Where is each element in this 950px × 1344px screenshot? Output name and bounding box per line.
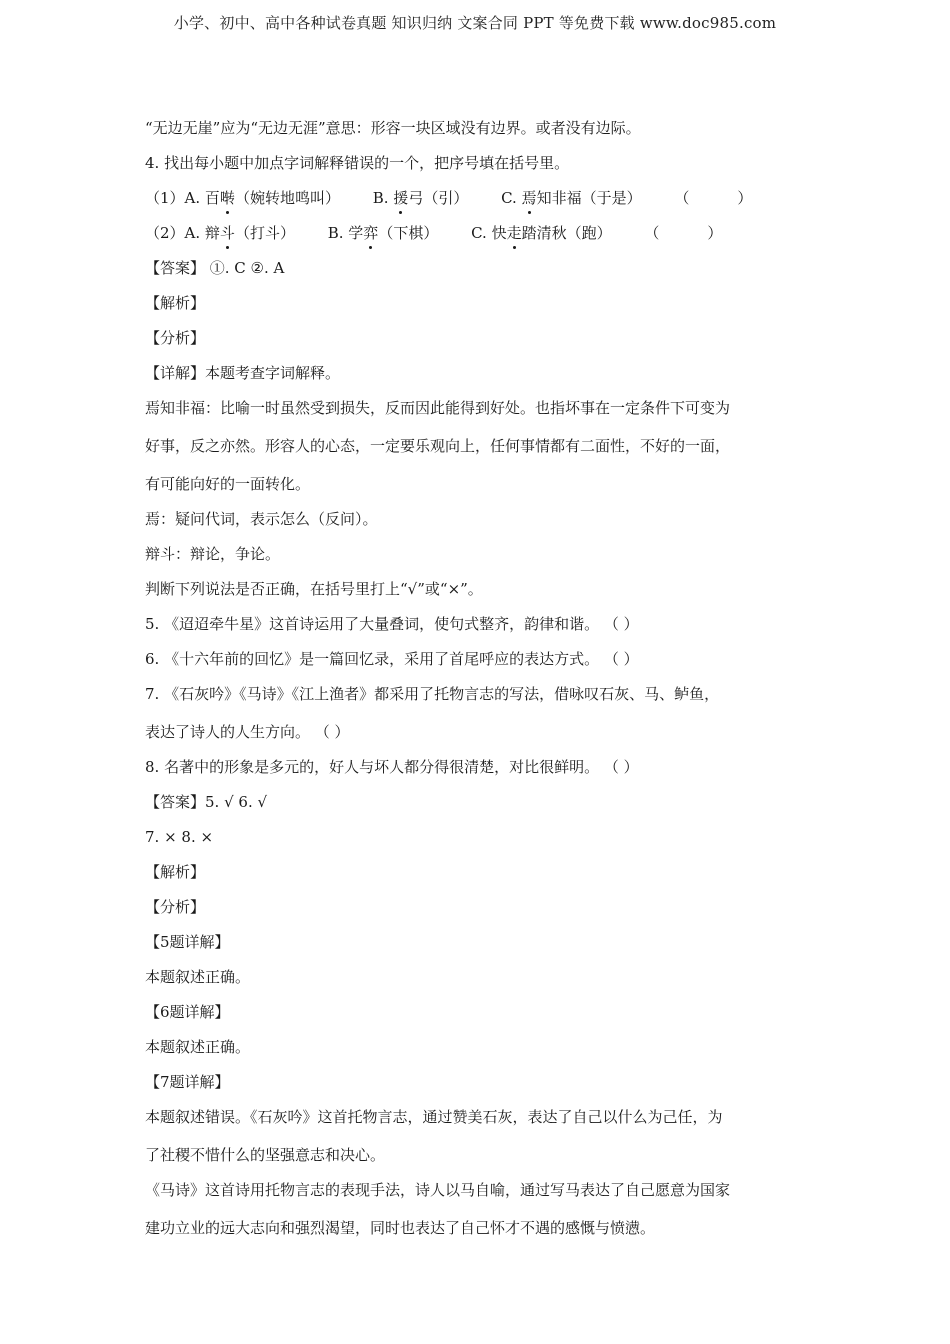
text-line: 了社稷不惜什么的坚强意志和决心。 bbox=[145, 1146, 386, 1164]
answer-blank: （ bbox=[674, 189, 690, 207]
section-label: 【解析】 bbox=[145, 863, 206, 881]
section-label: 【解析】 bbox=[145, 294, 206, 312]
text-line: “无边无崖”应为“无边无涯”意思：形容一块区域没有边界。或者没有边际。 bbox=[145, 119, 641, 137]
section-label: 【7题详解】 bbox=[145, 1073, 230, 1091]
text-line: 辩斗：辩论，争论。 bbox=[145, 545, 281, 563]
question-7: 7. 《石灰吟》《马诗》《江上渔者》都采用了托物言志的写法，借咏叹石灰、马、鲈鱼， bbox=[145, 685, 720, 703]
text-line: 焉：疑问代词，表示怎么（反问）。 bbox=[145, 510, 378, 528]
dotted-char: 斗 bbox=[220, 221, 235, 245]
answer-line: 【答案】 ①. C ②. A bbox=[145, 259, 285, 277]
text-line: 好事，反之亦然。形容人的心态，一定要乐观向上，任何事情都有二面性，不好的一面， bbox=[145, 437, 731, 455]
text-line: 判断下列说法是否正确，在括号里打上“√”或“×”。 bbox=[145, 580, 483, 598]
question-5: 5. 《迢迢牵牛星》这首诗运用了大量叠词，使句式整齐，韵律和谐。 （ ） bbox=[145, 615, 639, 633]
section-label: 【6题详解】 bbox=[145, 1003, 230, 1021]
text-line: 建功立业的远大志向和强烈渴望，同时也表达了自己怀才不遇的感慨与愤懑。 bbox=[145, 1219, 656, 1237]
text-line: 《马诗》这首诗用托物言志的表现手法，诗人以马自喻，通过写马表达了自己愿意为国家 bbox=[145, 1181, 731, 1199]
text-line: 焉知非福：比喻一时虽然受到损失，反而因此能得到好处。也指坏事在一定条件下可变为 bbox=[145, 399, 731, 417]
question-4-2: （2）A. 辩斗（打斗） B. 学弈（下棋） C. 快走踏清秋（跑） （ ） bbox=[145, 221, 815, 256]
page-header: 小学、初中、高中各种试卷真题 知识归纳 文案合同 PPT 等免费下载 www.doc985.com bbox=[173, 14, 777, 32]
text-line: 本题叙述错误。《石灰吟》这首托物言志，通过赞美石灰，表达了自己以什么为己任，为 bbox=[145, 1108, 723, 1126]
dotted-char: 啭 bbox=[220, 186, 235, 210]
dotted-char: 焉 bbox=[522, 186, 537, 210]
document-body bbox=[145, 116, 815, 1251]
question-4-1: （1）A. 百啭（婉转地鸣叫） B. 援弓（引） C. 焉知非福（于是） （ ） bbox=[145, 186, 815, 221]
section-label: 【5题详解】 bbox=[145, 933, 230, 951]
text-line: 本题叙述正确。 bbox=[145, 968, 251, 986]
answer-line: 7. × 8. × bbox=[145, 828, 214, 846]
question-4-title: 4. 找出每小题中加点字词解释错误的一个，把序号填在括号里。 bbox=[145, 154, 570, 172]
text-line: 本题叙述正确。 bbox=[145, 1038, 251, 1056]
question-6: 6. 《十六年前的回忆》是一篇回忆录，采用了首尾呼应的表达方式。 （ ） bbox=[145, 650, 639, 668]
answer-blank: （ bbox=[644, 224, 660, 242]
dotted-char: 援 bbox=[393, 186, 408, 210]
text-line: 有可能向好的一面转化。 bbox=[145, 475, 311, 493]
answer-line: 【答案】5. √ 6. √ bbox=[145, 793, 268, 811]
dotted-char: 走 bbox=[507, 221, 522, 245]
question-8: 8. 名著中的形象是多元的，好人与坏人都分得很清楚，对比很鲜明。 （ ） bbox=[145, 758, 639, 776]
text-line: 【详解】本题考查字词解释。 bbox=[145, 364, 341, 382]
question-7-cont: 表达了诗人的人生方向。 （ ） bbox=[145, 723, 350, 741]
dotted-char: 弈 bbox=[363, 221, 378, 245]
section-label: 【分析】 bbox=[145, 898, 206, 916]
section-label: 【分析】 bbox=[145, 329, 206, 347]
